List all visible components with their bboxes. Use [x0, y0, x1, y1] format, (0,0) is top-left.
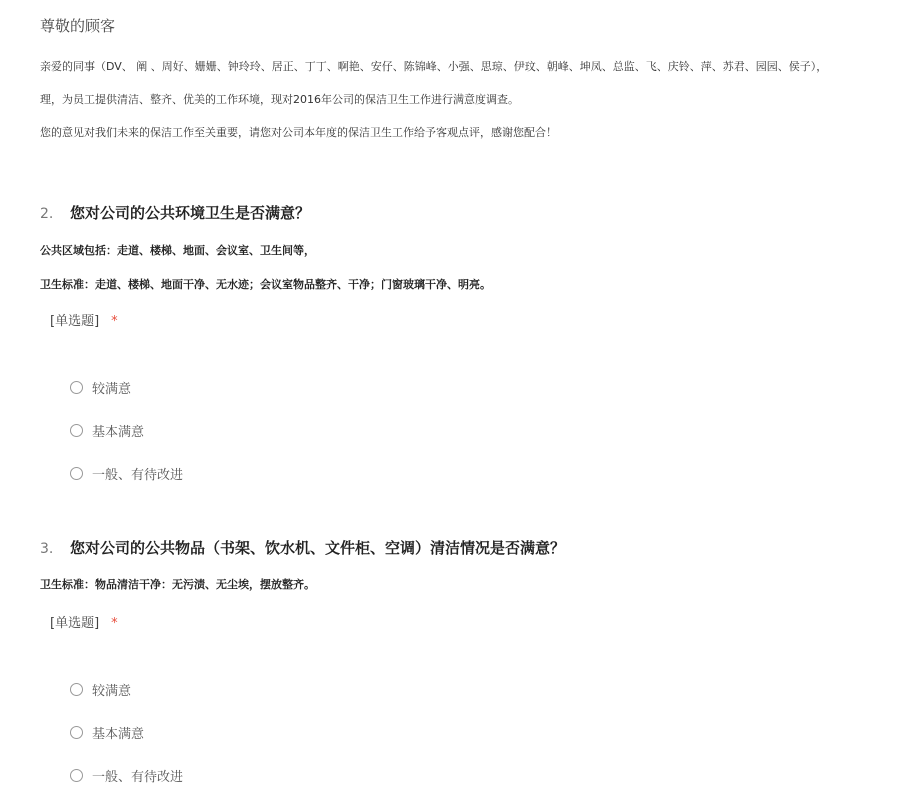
question-2-option-3[interactable]: [70, 463, 183, 483]
question-3-desc-1: 卫生标准：物品清洁干净：无污渍、无尘埃，摆放整齐。: [40, 578, 315, 591]
question-type-label: [单选题]: [50, 616, 100, 631]
intro-line-1: 亲爱的同事（DV、 阐 、周好、姗姗、钟玲玲、居正、丁丁、啊艳、安仔、陈锦峰、小强、思琼、伊玟、朝峰、坤凤、总监、飞、庆铃、萍、苏君、园园、侯子），: [40, 60, 828, 73]
radio-button[interactable]: [70, 467, 83, 480]
question-text: 您对公司的公共环境卫生是否满意？: [70, 204, 311, 222]
option-label[interactable]: 基本满意: [92, 726, 145, 742]
required-mark: *: [111, 616, 118, 631]
question-type-label: [单选题]: [50, 314, 100, 329]
question-3-title: [40, 537, 565, 558]
radio-button[interactable]: [70, 769, 83, 782]
question-3-option-2[interactable]: [70, 722, 144, 742]
question-number: 2.: [40, 206, 54, 222]
option-label[interactable]: 一般、有待改进: [92, 467, 184, 483]
question-3-option-1[interactable]: [70, 679, 131, 699]
option-label[interactable]: 基本满意: [92, 424, 145, 440]
question-2-option-1[interactable]: [70, 377, 131, 397]
question-2-desc-1: 公共区域包括：走道、楼梯、地面、会议室、卫生间等，: [40, 244, 315, 257]
question-3-option-3[interactable]: [70, 765, 183, 785]
radio-button[interactable]: [70, 683, 83, 696]
option-label[interactable]: 较满意: [92, 683, 132, 699]
option-label[interactable]: 较满意: [92, 381, 132, 397]
intro-line-2: 理，为员工提供清洁、整齐、优美的工作环境，现对2016年公司的保洁卫生工作进行满意度调查。: [40, 93, 519, 106]
question-text: 您对公司的公共物品（书架、饮水机、文件柜、空调）清洁情况是否满意？: [70, 539, 566, 557]
required-mark: *: [111, 314, 118, 329]
greeting-title: 尊敬的顾客: [40, 17, 116, 35]
question-3-type: [50, 612, 118, 631]
question-2-desc-2: 卫生标准：走道、楼梯、地面干净、无水迹；会议室物品整齐、干净；门窗玻璃干净、明亮。: [40, 278, 491, 291]
radio-button[interactable]: [70, 726, 83, 739]
radio-button[interactable]: [70, 424, 83, 437]
radio-button[interactable]: [70, 381, 83, 394]
question-2-option-2[interactable]: [70, 420, 144, 440]
intro-line-3: 您的意见对我们未来的保洁工作至关重要，请您对公司本年度的保洁卫生工作给予客观点评，感谢您配合！: [40, 126, 557, 139]
question-2-type: [50, 310, 118, 329]
question-2-title: [40, 202, 310, 223]
option-label[interactable]: 一般、有待改进: [92, 769, 184, 785]
question-number: 3.: [40, 541, 54, 557]
